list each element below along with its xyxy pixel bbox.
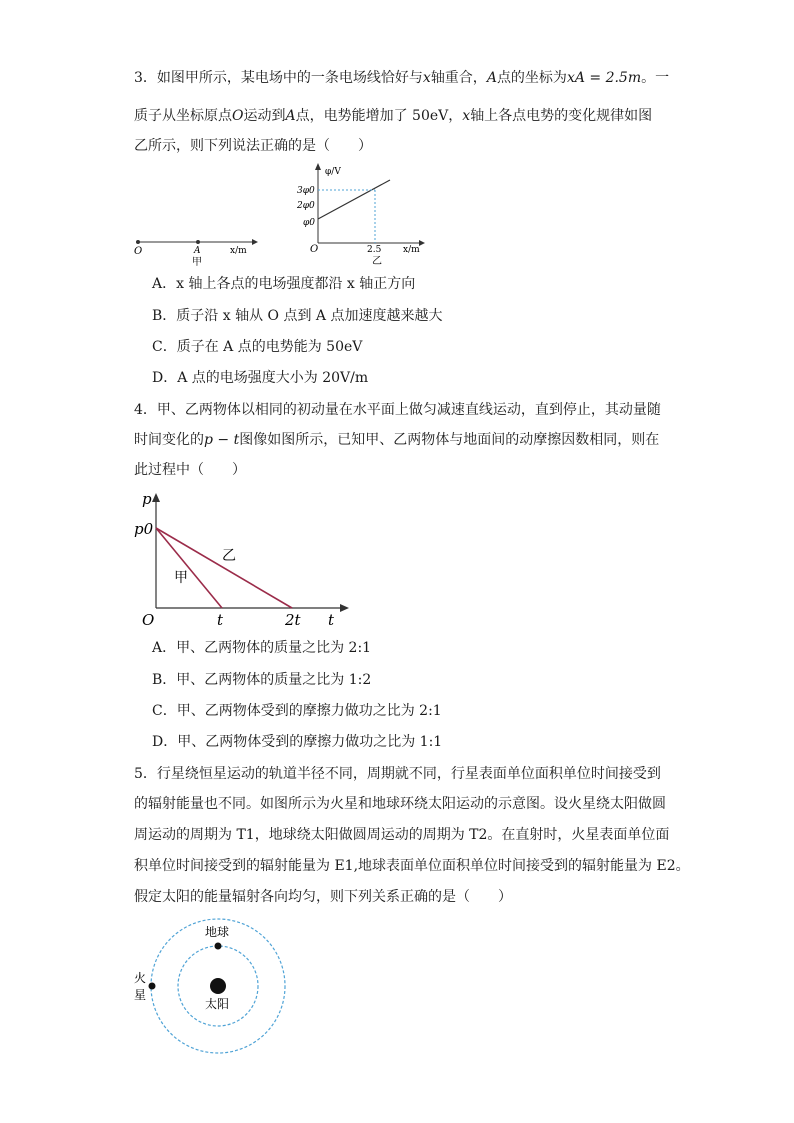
graph-origin-label: O <box>142 611 155 628</box>
yi-tick-3phi: 3φ0 <box>297 186 315 196</box>
q5-line-4: 积单位时间接受到的辐射能量为 E1,地球表面单位面积单位时间接受到的辐射能量为 E2。 <box>134 858 690 874</box>
q4-line-1: 4．甲、乙两物体以相同的初动量在水平面上做匀减速直线运动，直到停止，其动量随 <box>134 402 661 418</box>
graph-2t-label: 2t <box>285 611 301 628</box>
sun-label: 太阳 <box>205 997 230 1011</box>
q4-line-3: 此过程中（ ） <box>134 462 246 478</box>
q5-line-5: 假定太阳的能量辐射各向均匀，则下列关系正确的是（ ） <box>134 889 512 905</box>
graph-t-label: t <box>217 611 224 628</box>
yi-caption: 乙 <box>372 256 382 267</box>
figure-yi <box>295 160 425 268</box>
p-t-graph <box>130 486 355 628</box>
orbit-diagram <box>130 915 300 1060</box>
q5-line-3: 周运动的周期为 T1，地球绕太阳做圆周运动的周期为 T2。在直射时，火星表面单位面 <box>134 827 670 843</box>
q3-option-d[interactable]: D．A 点的电场强度大小为 20V/m <box>152 370 369 386</box>
coord-equation: xA = 2.5m <box>566 70 642 86</box>
yi-origin: O <box>310 244 319 255</box>
earth-label: 地球 <box>205 925 230 939</box>
q5-line-1: 5．行星绕恒星运动的轨道半径不同，周期就不同，行星表面单位面积单位时间接受到 <box>134 766 661 782</box>
pt-notation: p − t <box>204 432 240 448</box>
mars-label-2: 星 <box>134 988 147 1002</box>
q3-line-2: 质子从坐标原点O运动到A点，电势能增加了 50eV，x轴上各点电势的变化规律如图 <box>134 108 653 124</box>
earth-icon <box>215 943 222 950</box>
yi-tick-x: 2.5 <box>367 245 382 255</box>
q5-line-2: 的辐射能量也不同。如图所示为火星和地球环绕太阳运动的示意图。设火星绕太阳做圆 <box>134 796 666 812</box>
q3-option-c[interactable]: C．质子在 A 点的电势能为 50eV <box>152 339 363 355</box>
q3-option-a[interactable]: A．x 轴上各点的电场强度都沿 x 轴正方向 <box>152 276 416 292</box>
sun-icon <box>210 978 226 994</box>
q3-option-b[interactable]: B．质子沿 x 轴从 O 点到 A 点加速度越来越大 <box>152 308 443 324</box>
graph-yi-label: 乙 <box>222 548 236 564</box>
q4-option-c[interactable]: C．甲、乙两物体受到的摩擦力做功之比为 2:1 <box>152 703 442 719</box>
jia-a-label: A <box>194 246 201 256</box>
graph-y-axis-label: p <box>142 490 152 508</box>
q4-option-b[interactable]: B．甲、乙两物体的质量之比为 1:2 <box>152 672 372 688</box>
q3-line-1: 3．如图甲所示，某电场中的一条电场线恰好与x轴重合，A点的坐标为xA = 2.5m。一 <box>134 70 670 86</box>
graph-x-axis-label: t <box>328 611 335 628</box>
yi-tick-2phi: 2φ0 <box>297 201 315 211</box>
q4-option-a[interactable]: A．甲、乙两物体的质量之比为 2:1 <box>152 640 372 656</box>
q3-line-3: 乙所示，则下列说法正确的是（ ） <box>134 138 372 154</box>
yi-x-axis-label: x/m <box>403 245 420 255</box>
mars-icon <box>149 983 156 990</box>
mars-label-1: 火 <box>134 971 147 985</box>
jia-axis-label: x/m <box>230 246 247 256</box>
yi-y-axis-label: φ/V <box>325 167 341 177</box>
graph-jia-label: 甲 <box>174 570 188 586</box>
figure-jia <box>130 232 260 268</box>
jia-origin-label: O <box>134 246 143 257</box>
q4-option-d[interactable]: D．甲、乙两物体受到的摩擦力做功之比为 1:1 <box>152 734 443 750</box>
graph-p0-label: p0 <box>134 520 154 538</box>
jia-caption: 甲 <box>192 257 202 268</box>
yi-tick-phi: φ0 <box>303 218 316 228</box>
q4-line-2: 时间变化的p − t图像如图所示，已知甲、乙两物体与地面间的动摩擦因数相同，则在 <box>134 432 660 448</box>
